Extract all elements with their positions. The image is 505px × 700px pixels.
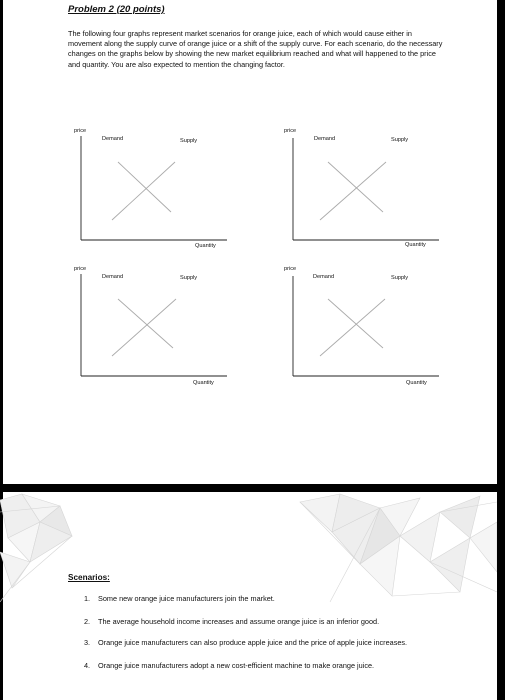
scenario-text: Orange juice manufacturers adopt a new cost-efficient machine to make orange juice. (98, 661, 375, 671)
quantity-axis-label: Quantity (406, 380, 427, 386)
right-page-edge (497, 0, 505, 700)
scenario-item (84, 638, 454, 648)
demand-label: Demand (102, 274, 124, 280)
demand-label: Demand (314, 136, 336, 142)
page-break-band (0, 484, 505, 492)
quantity-axis-label: Quantity (405, 242, 426, 248)
demand-curve (328, 162, 383, 212)
supply-curve (112, 162, 175, 220)
supply-demand-graph-1[interactable] (72, 127, 232, 252)
demand-curve (118, 162, 171, 212)
graph-4-axes (284, 265, 444, 390)
supply-label: Supply (180, 275, 198, 281)
scenario-number: 4. (84, 661, 91, 671)
demand-label: Demand (102, 136, 124, 142)
price-axis-label: price (284, 266, 297, 272)
scenario-text: Orange juice manufacturers can also produce apple juice and the price of apple juice increases. (98, 637, 408, 647)
supply-label: Supply (180, 138, 198, 144)
supply-label: Supply (391, 137, 409, 143)
graph-1-axes (72, 127, 232, 252)
scenarios-heading: Scenarios: (68, 573, 110, 582)
scenario-item (84, 617, 454, 627)
scenario-item (84, 661, 454, 671)
supply-demand-graph-2[interactable] (284, 127, 444, 252)
scenario-number: 2. (84, 617, 91, 627)
scenario-number: 1. (84, 594, 91, 603)
intro-paragraph: The following four graphs represent market scenarios for orange juice, each of which would cause either in movement along the supply curve of orange juice or a shift of the supply curve. For each scenario, do the necessary changes on the graphs below by showing the new market equilibrium reached and what will happened to the price and quantity. You are also expected to mention the changing factor. (68, 29, 443, 69)
price-axis-label: price (284, 128, 297, 134)
quantity-axis-label: Quantity (195, 243, 216, 249)
quantity-axis-label: Quantity (193, 380, 214, 386)
problem-title: Problem 2 (20 points) (68, 4, 165, 15)
supply-curve (320, 162, 386, 220)
price-axis-label: price (74, 128, 87, 134)
supply-label: Supply (391, 275, 409, 281)
scenario-item (84, 594, 454, 604)
supply-curve (112, 299, 176, 356)
demand-label: Demand (313, 274, 335, 280)
scenario-text: Some new orange juice manufacturers join the market. (98, 594, 275, 603)
scenario-list (84, 594, 454, 672)
supply-demand-graph-4[interactable] (284, 265, 444, 390)
supply-curve (320, 299, 385, 356)
supply-demand-graph-3[interactable] (72, 265, 232, 390)
graph-2-axes (284, 127, 444, 252)
scenario-text: The average household income increases and assume orange juice is an inferior good. (98, 617, 380, 627)
scenario-number: 3. (84, 637, 91, 647)
demand-curve (328, 299, 383, 348)
price-axis-label: price (74, 266, 87, 272)
demand-curve (118, 299, 173, 348)
graph-3-axes (72, 265, 232, 390)
